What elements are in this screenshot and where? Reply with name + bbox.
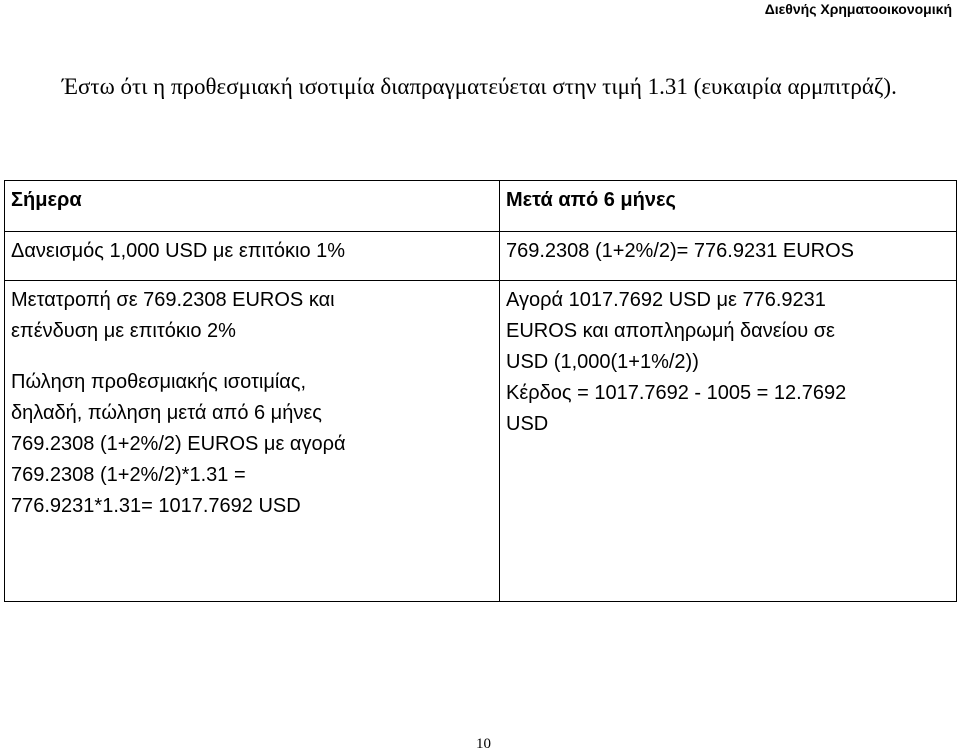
later-heading: Μετά από 6 μήνες: [500, 181, 957, 232]
profit-step: [506, 378, 950, 440]
profit-line: Κέρδος = 1017.7692 - 1005 = 12.7692: [506, 382, 847, 404]
buy-line: Αγορά 1017.7692 USD με 776.9231: [506, 289, 826, 311]
convert-step: [11, 285, 493, 347]
convert-line: επένδυση με επιτόκιο 2%: [11, 320, 236, 342]
today-heading: Σήμερα: [5, 181, 500, 232]
table-header-row: [5, 181, 957, 232]
buy-step: [506, 285, 950, 378]
profit-line: USD: [506, 413, 549, 435]
running-header: Διεθνής Χρηματοοικονομική: [764, 1, 952, 17]
intro-paragraph: Έστω ότι η προθεσμιακή ισοτιμία διαπραγματεύεται στην τιμή 1.31 (ευκαιρία αρμπιτράζ).: [62, 74, 897, 99]
today-loan-cell: Δανεισμός 1,000 USD με επιτόκιο 1%: [5, 232, 500, 281]
loan-row: [5, 232, 957, 281]
sell-line: Πώληση προθεσμιακής ισοτιμίας,: [11, 371, 307, 393]
sell-line: 769.2308 (1+2%/2) EUROS με αγορά: [11, 433, 346, 455]
convert-line: Μετατροπή σε 769.2308 EUROS και: [11, 289, 335, 311]
later-steps-cell: [500, 281, 957, 602]
sell-forward-step: [11, 367, 493, 522]
page-number: 10: [476, 736, 491, 752]
today-steps-cell: [5, 281, 500, 602]
sell-line: 776.9231*1.31= 1017.7692 USD: [11, 495, 301, 517]
later-loan-cell: 769.2308 (1+2%/2)= 776.9231 EUROS: [500, 232, 957, 281]
buy-line: USD (1,000(1+1%/2)): [506, 351, 699, 373]
buy-line: EUROS και αποπληρωμή δανείου σε: [506, 320, 835, 342]
sell-line: δηλαδή, πώληση μετά από 6 μήνες: [11, 402, 322, 424]
arbitrage-table: [4, 180, 957, 602]
steps-row: [5, 281, 957, 602]
sell-line: 769.2308 (1+2%/2)*1.31 =: [11, 464, 246, 486]
